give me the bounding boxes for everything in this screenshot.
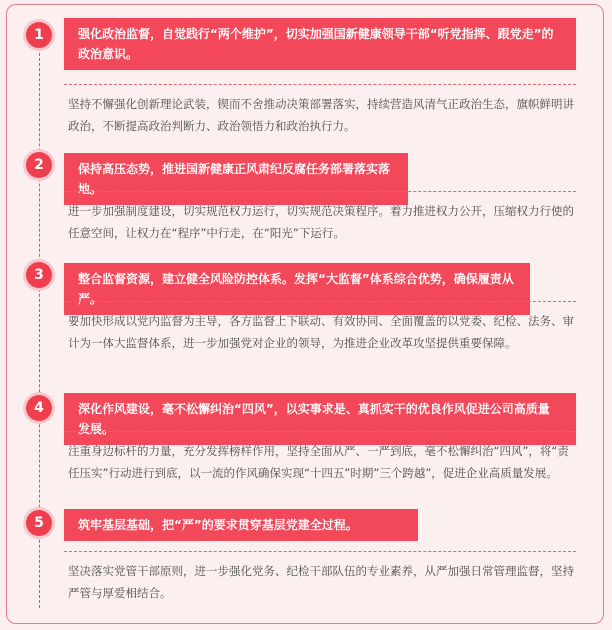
section-number-badge: 1 <box>26 22 52 48</box>
section-heading: 深化作风建设，毫不松懈纠治“四风”，以实事求是、真抓实干的优良作风促进公司高质量发展。 <box>64 393 576 445</box>
section-body: 要加快形成以党内监督为主导，各方监督上下联动、有效协同、全面覆盖的以党委、纪检、法务、审计为一体大监督体系，进一步加强党对企业的领导，为推进企业改革攻坚提供重要保障。 <box>64 301 576 362</box>
section-body: 注重身边标杆的力量，充分发挥榜样作用，坚持全面从严、一严到底，毫不松懈纠治“四风”，将“责任压实”行动进行到底，以一流的作风确保实现“十四五”时期”三个跨越”，促进企业高质量发展。 <box>64 431 576 492</box>
section-heading: 强化政治监督，自觉践行“两个维护”，切实加强国新健康领导干部“听党指挥、跟党走”的政治意识。 <box>64 18 576 70</box>
section-number-badge: 4 <box>26 395 52 421</box>
section-body: 进一步加强制度建设，切实规范权力运行，切实规范决策程序。着力推进权力公开，压缩权力行使的任意空间，让权力在“程序”中行走，在“阳光”下运行。 <box>64 191 576 252</box>
section-number-badge: 3 <box>26 262 52 288</box>
section-body: 坚持不懈强化创新理论武装，锲而不舍推动决策部署落实，持续营造风清气正政治生态，旗帜鲜明讲政治，不断提高政治判断力、政治领悟力和政治执行力。 <box>64 84 576 145</box>
section-number-badge: 5 <box>26 510 52 536</box>
section-body: 坚决落实党管干部原则，进一步强化党务、纪检干部队伍的专业素养，从严加强日常管理监督，坚持严管与厚爱相结合。 <box>64 551 576 612</box>
section-heading: 保持高压态势，推进国新健康正风肃纪反腐任务部署落实落地。 <box>64 153 408 205</box>
section-number-badge: 2 <box>26 152 52 178</box>
section-heading: 筑牢基层基础，把“严”的要求贯穿基层党建全过程。 <box>64 509 418 541</box>
section-heading: 整合监督资源，建立健全风险防控体系。发挥“大监督”体系综合优势，确保履责从严。 <box>64 263 530 315</box>
